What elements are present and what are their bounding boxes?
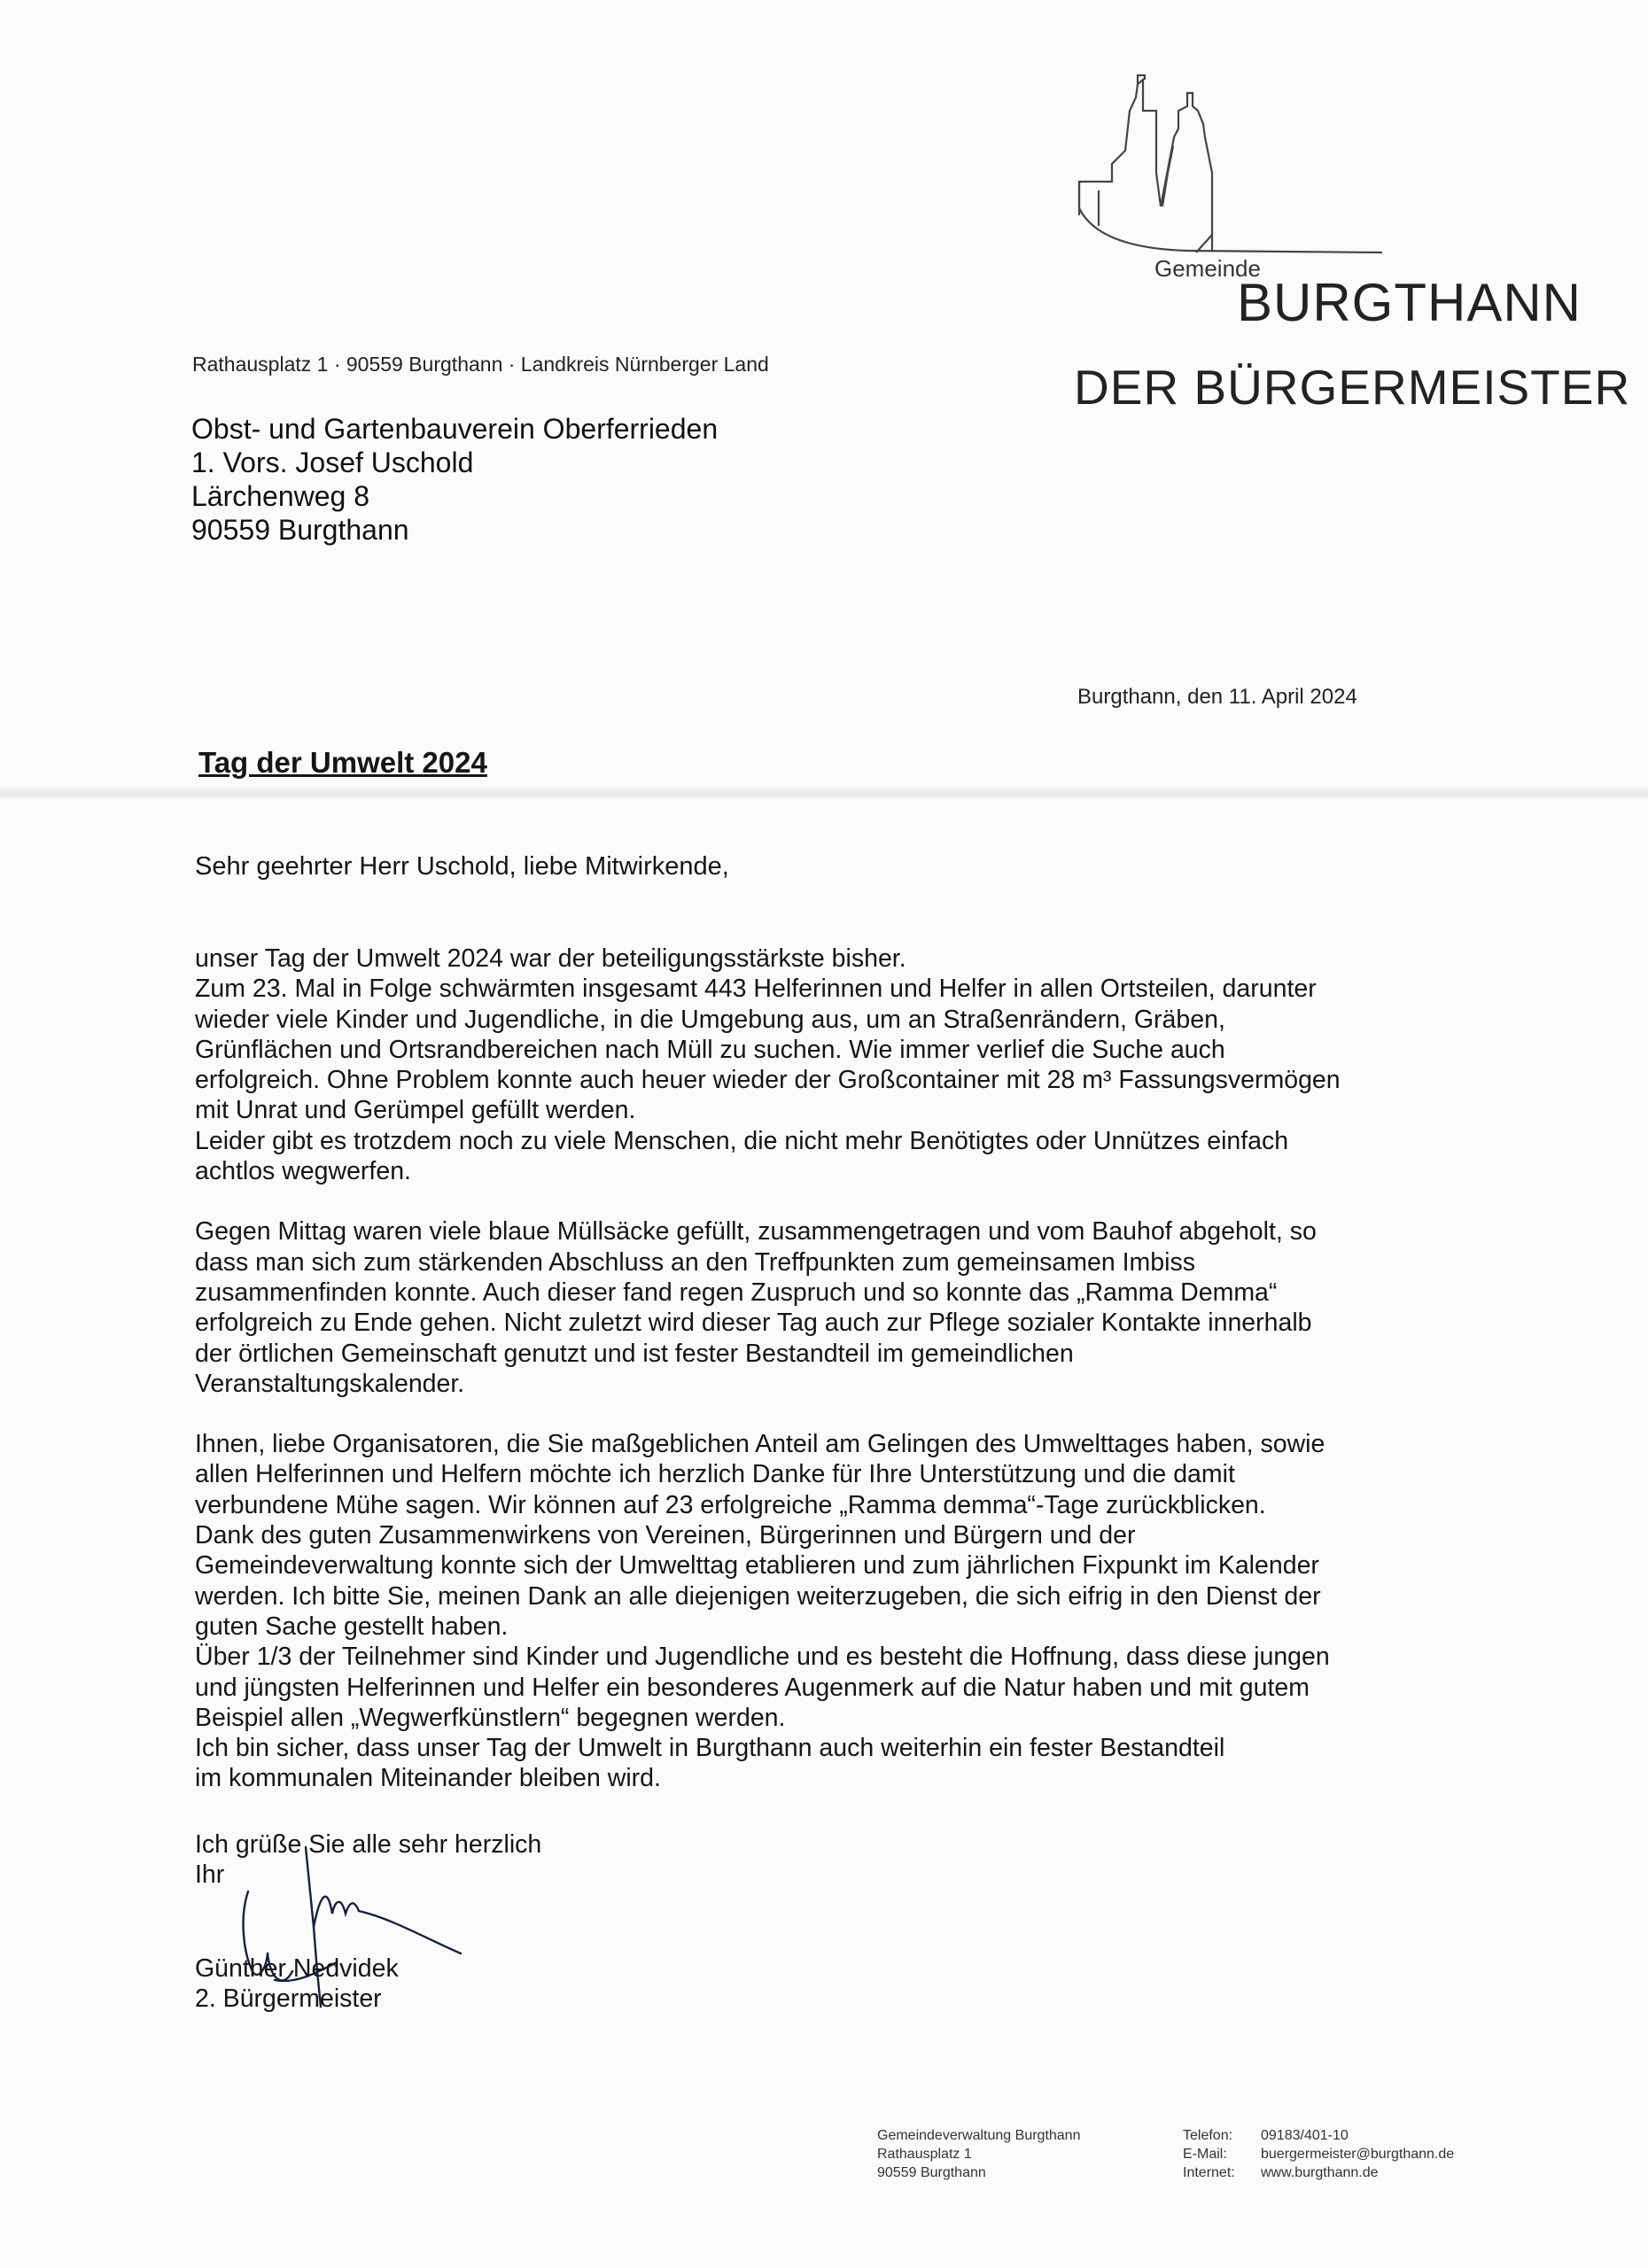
footer-contact-values [1261, 2126, 1454, 2182]
paper-fold [0, 787, 1648, 799]
body-line: wieder viele Kinder und Jugendliche, in die Umgebung aus, um an Straßenrändern, Gräben, [195, 1005, 1225, 1034]
recipient-address [191, 412, 718, 547]
sender-return-address: Rathausplatz 1 · 90559 Burgthann · Landkreis Nürnberger Land [192, 353, 769, 376]
salutation: Sehr geehrter Herr Uschold, liebe Mitwirkende, [195, 852, 729, 881]
body-line: und jüngsten Helferinnen und Helfer ein besonderes Augenmerk auf die Natur haben und mit gutem [195, 1673, 1310, 1702]
body-line: mit Unrat und Gerümpel gefüllt werden. [195, 1096, 636, 1125]
body-line: Beispiel allen „Wegwerfkünstlern“ begegnen werden. [195, 1703, 786, 1732]
body-line: zusammenfinden konnte. Auch dieser fand regen Zuspruch und so konnte das „Ramma Demma“ [195, 1278, 1278, 1307]
letter-body [195, 944, 1435, 1794]
signer-title: 2. Bürgermeister [195, 1984, 382, 2013]
footer-contact-labels [1183, 2126, 1235, 2182]
letterhead-title: DER BÜRGERMEISTER [1074, 360, 1631, 415]
body-line: guten Sache gestellt haben. [195, 1612, 509, 1641]
body-line: achtlos wegwerfen. [195, 1157, 411, 1186]
body-line: verbundene Mühe sagen. Wir können auf 23 erfolgreiche „Ramma demma“-Tage zurückblicken. [195, 1490, 1266, 1519]
letterhead-gemeinde: Gemeinde [1154, 255, 1261, 282]
closing-line: Ihr [195, 1860, 225, 1889]
body-line: dass man sich zum stärkenden Abschluss an den Treffpunkten zum gemeinsamen Imbiss [195, 1247, 1195, 1277]
paragraph-gap [195, 1186, 1435, 1216]
body-line: Ich bin sicher, dass unser Tag der Umwelt in Burgthann auch weiterhin ein fester Bestandteil [195, 1734, 1225, 1763]
body-line: erfolgreich zu Ende gehen. Nicht zuletzt wird dieser Tag auch zur Pflege sozialer Kontakte innerhalb [195, 1309, 1312, 1338]
body-line: unser Tag der Umwelt 2024 war der beteiligungsstärkste bisher. [195, 944, 906, 973]
footer-label: E-Mail: [1183, 2147, 1227, 2162]
body-line: Veranstaltungskalender. [195, 1369, 465, 1398]
body-line: der örtlichen Gemeinschaft genutzt und ist fester Bestandteil im gemeindlichen [195, 1339, 1074, 1368]
footer-line: Gemeindeverwaltung Burgthann [877, 2128, 1081, 2143]
recipient-line: Obst- und Gartenbauverein Oberferrieden [191, 413, 719, 445]
recipient-line: 90559 Burgthann [191, 514, 409, 546]
letter-date: Burgthann, den 11. April 2024 [1077, 685, 1357, 709]
recipient-line: Lärchenweg 8 [191, 480, 370, 512]
body-line: im kommunalen Miteinander bleiben wird. [195, 1764, 661, 1793]
letterhead-municipality-name: BURGTHANN [1237, 273, 1582, 332]
body-line: Ihnen, liebe Organisatoren, die Sie maßgeblichen Anteil am Gelingen des Umwelttages haben, sowie [195, 1430, 1325, 1459]
body-line: Zum 23. Mal in Folge schwärmten insgesamt 443 Helferinnen und Helfer in allen Ortsteilen, darunter [195, 975, 1317, 1004]
body-line: werden. Ich bitte Sie, meinen Dank an alle diejenigen weiterzugeben, die sich eifrig in den Dienst der [195, 1581, 1321, 1611]
closing-line: Ich grüße Sie alle sehr herzlich [195, 1830, 542, 1859]
letter-subject: Tag der Umwelt 2024 [198, 746, 487, 779]
body-line: Grünflächen und Ortsrandbereichen nach Müll zu suchen. Wie immer verlief die Suche auch [195, 1035, 1225, 1064]
body-line: Über 1/3 der Teilnehmer sind Kinder und Jugendliche und es besteht die Hoffnung, dass diese jungen [195, 1643, 1330, 1672]
letterhead-logo [1063, 66, 1631, 421]
body-line: Gemeindeverwaltung konnte sich der Umwelttag etablieren und zum jährlichen Fixpunkt im Kalender [195, 1551, 1319, 1581]
body-line: erfolgreich. Ohne Problem konnte auch heuer wieder der Großcontainer mit 28 m³ Fassungsvermögen [195, 1066, 1341, 1095]
body-line: Leider gibt es trotzdem noch zu viele Menschen, die nicht mehr Benötigtes oder Unnützes einfach [195, 1126, 1289, 1155]
footer-line: Rathausplatz 1 [877, 2147, 972, 2162]
footer-phone: 09183/401-10 [1261, 2128, 1349, 2143]
footer-website: www.burgthann.de [1261, 2165, 1379, 2180]
footer-email: buergermeister@burgthann.de [1261, 2147, 1455, 2162]
body-line: allen Helferinnen und Helfern möchte ich herzlich Danke für Ihre Unterstützung und die damit [195, 1460, 1235, 1489]
recipient-line: 1. Vors. Josef Uschold [191, 447, 474, 478]
paragraph-gap [195, 1399, 1435, 1429]
footer-address [877, 2126, 1080, 2182]
signer-block [195, 1953, 399, 2014]
footer-label: Internet: [1183, 2165, 1235, 2180]
footer-line: 90559 Burgthann [877, 2165, 986, 2180]
signer-name: Günther Nedvidek [195, 1954, 399, 1983]
body-line: Gegen Mittag waren viele blaue Müllsäcke gefüllt, zusammengetragen und vom Bauhof abgeholt, so [195, 1217, 1317, 1247]
body-line: Dank des guten Zusammenwirkens von Vereinen, Bürgerinnen und Bürgern und der [195, 1521, 1136, 1550]
footer-label: Telefon: [1183, 2128, 1233, 2143]
